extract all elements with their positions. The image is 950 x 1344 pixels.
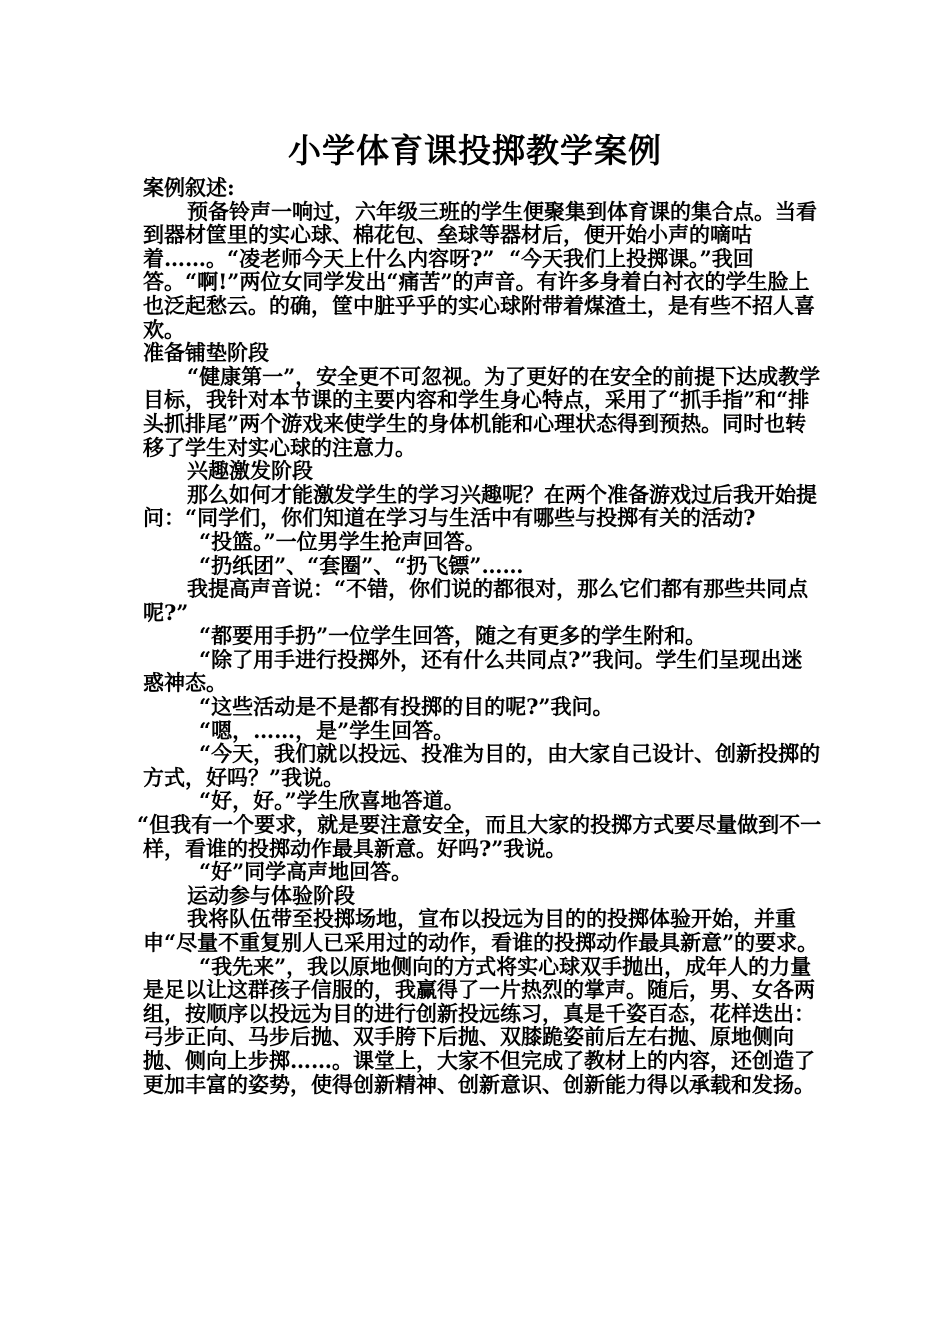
paragraph: 案例叙述:	[143, 175, 235, 200]
paragraph: “健康第一”，安全更不可忽视。为了更好的在安全的前提下达成教学目标，我针对本节课的主要内容和学生身心特点，采用了“抓手指”和“排头抓排尾”两个游戏来使学生的身体机能和心理状态得到预热。同时也转移了学生对实心球的注意力。	[143, 363, 821, 460]
paragraph: 预备铃声一响过，六年级三班的学生便聚集到体育课的集合点。当看到器材筐里的实心球、棉花包、垒球等器材后，便开始小声的嘀咕着……。“凌老师今天上什么内容呀?” “今天我们上投掷课。”我回答。“啊!”两位女同学发出“痛苦”的声音。有许多身着白衬衣的学生脸上也泛起愁云。的确，筐中脏乎乎的实心球附带着煤渣土，是有些不招人喜欢。	[143, 198, 817, 342]
paragraph: 我将队伍带至投掷场地，宣布以投远为目的的投掷体验开始，并重申“尽量不重复别人已采用过的动作，看谁的投掷动作最具新意”的要求。	[143, 906, 819, 955]
paragraph: 运动参与体验阶段	[187, 882, 355, 908]
paragraph: “投篮。”一位男学生抢声回答。	[199, 528, 486, 554]
paragraph: “但我有一个要求，就是要注意安全，而且大家的投掷方式要尽量做到不一样，看谁的投掷动作最具新意。好吗?”我说。	[137, 812, 822, 861]
paragraph: “今天，我们就以投远、投准为目的，由大家自己设计、创新投掷的方式，好吗？”我说。	[143, 741, 821, 790]
paragraph: “都要用手扔”一位学生回答，随之有更多的学生附和。	[199, 623, 707, 649]
paragraph: 兴趣激发阶段	[187, 458, 313, 484]
paragraph: “这些活动是不是都有投掷的目的呢?”我问。	[199, 694, 614, 720]
paragraph: “除了用手进行投掷外，还有什么共同点?”我问。学生们呈现出迷惑神态。	[143, 646, 803, 696]
paragraph: “扔纸团”、“套圈”、“扔飞镖”……	[199, 552, 524, 578]
paragraph: “嗯，……，是”学生回答。	[199, 717, 455, 743]
document-title: 小学体育课投掷教学案例	[288, 131, 662, 170]
paragraph: 那么如何才能激发学生的学习兴趣呢？在两个准备游戏过后我开始提问：“同学们，你们知道在学习与生活中有哪些与投掷有关的活动?	[143, 481, 817, 531]
paragraph: “好”同学高声地回答。	[199, 859, 413, 885]
paragraph: “好，好。”学生欣喜地答道。	[199, 788, 465, 814]
paragraph: 我提高声音说：“不错，你们说的都很对，那么它们都有那些共同点呢?”	[143, 576, 809, 625]
paragraph: 准备铺垫阶段	[143, 340, 269, 366]
paragraph: “我先来”，我以原地侧向的方式将实心球双手抛出，成年人的力量是足以让这群孩子信服的，我赢得了一片热烈的掌声。随后，男、女各两组，按顺序以投远为目的进行创新投远练习，真是千姿百态，花样迭出：弓步正向、马步后抛、双手胯下后抛、双膝跪姿前后左右抛、原地侧向抛、侧向上步掷……。课堂上，大家不但完成了教材上的内容，还创造了更加丰富的姿势，使得创新精神、创新意识、创新能力得以承载和发扬。	[143, 953, 815, 1097]
document-body	[137, 175, 823, 1097]
